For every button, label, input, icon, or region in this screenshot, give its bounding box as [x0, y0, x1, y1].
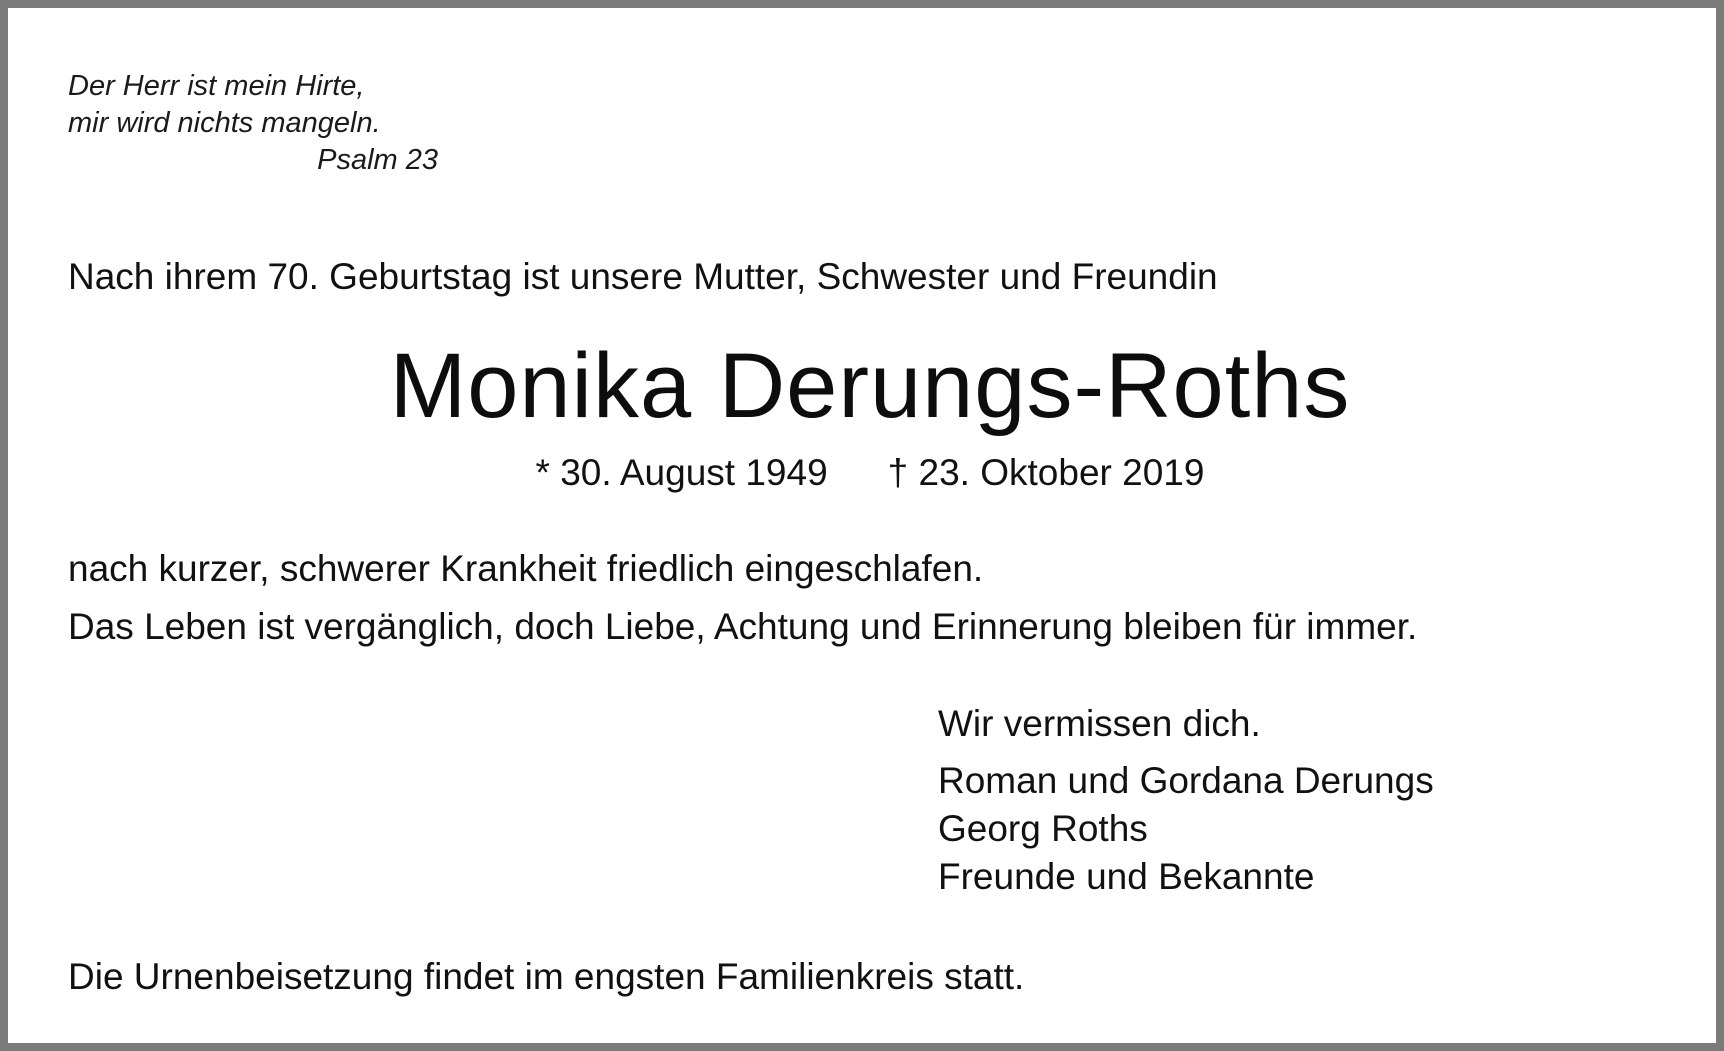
verse-line-1: Der Herr ist mein Hirte,	[68, 70, 365, 102]
burial-note: Die Urnenbeisetzung findet im engsten Familienkreis statt.	[68, 956, 1025, 997]
verse-line-2: mir wird nichts mangeln.	[68, 107, 381, 139]
remembrance-text: Das Leben ist vergänglich, doch Liebe, Achtung und Erinnerung bleiben für immer.	[68, 606, 1418, 647]
intro-text: Nach ihrem 70. Geburtstag ist unsere Mutter, Schwester und Freundin	[68, 256, 1218, 297]
mourner-name: Georg Roths	[938, 808, 1148, 849]
life-dates	[8, 452, 1724, 494]
signoff	[938, 703, 1434, 901]
signoff-greeting: Wir vermissen dich.	[938, 703, 1261, 744]
mourner-name: Freunde und Bekannte	[938, 856, 1315, 897]
death-date: † 23. Oktober 2019	[887, 452, 1205, 493]
deceased-name: Monika Derungs-Roths	[389, 335, 1351, 437]
birth-date: * 30. August 1949	[535, 452, 828, 493]
bible-verse	[68, 68, 438, 179]
passing-text: nach kurzer, schwerer Krankheit friedlich eingeschlafen.	[68, 548, 984, 589]
mourner-name: Roman und Gordana Derungs	[938, 760, 1434, 801]
verse-source: Psalm 23	[317, 144, 438, 176]
